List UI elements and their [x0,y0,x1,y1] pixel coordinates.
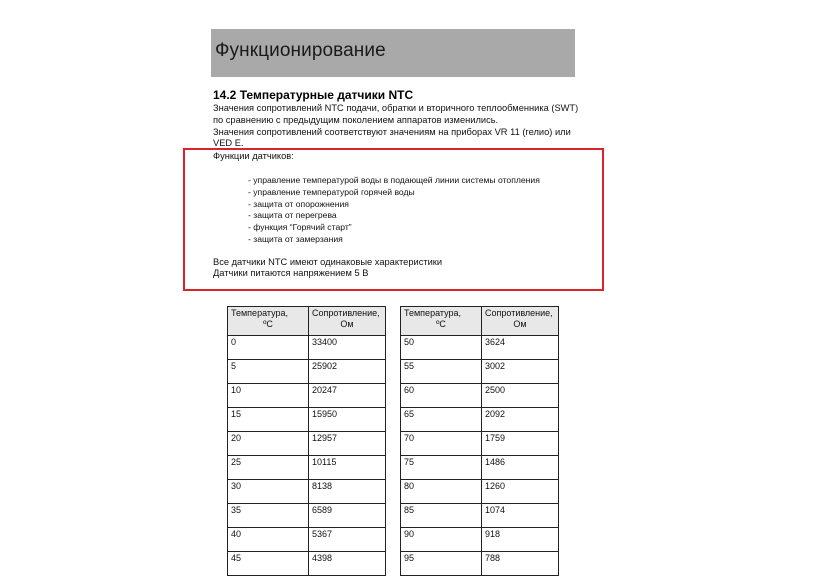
resistance-cell: 8138 [309,480,386,504]
function-item: - защита от замерзания [248,234,343,244]
resistance-cell: 918 [482,528,559,552]
temperature-cell: 45 [228,552,309,576]
note-line: Все датчики NTC имеют одинаковые характеристики [213,257,443,267]
resistance-cell: 1759 [482,432,559,456]
temperature-cell: 60 [401,384,482,408]
resistance-cell: 1486 [482,456,559,480]
function-item: - защита от перегрева [248,210,337,220]
table-row [228,504,386,528]
intro-line: по сравнению с предыдущим поколением аппаратов изменились. [213,115,499,125]
table-row [228,360,386,384]
resistance-cell: 3002 [482,360,559,384]
ntc-table-1 [227,306,386,576]
table-row [228,480,386,504]
table-header-row [228,307,386,336]
resistance-cell: 6589 [309,504,386,528]
note-line: Датчики питаются напряжением 5 В [213,268,369,278]
temperature-cell: 25 [228,456,309,480]
table-row [228,528,386,552]
resistance-cell: 1074 [482,504,559,528]
table-row [401,528,559,552]
resistance-cell: 20247 [309,384,386,408]
intro-line: Значения сопротивлений NTC подачи, обратки и вторичного теплообменника (SWT) [213,103,579,113]
resistance-cell: 15950 [309,408,386,432]
header-label: Температура, [404,308,462,318]
header-unit: ºC [436,319,446,329]
table-row [401,408,559,432]
header-label: Температура, [231,308,289,318]
temperature-cell: 35 [228,504,309,528]
intro-line: VED E. [213,138,244,148]
header-unit: ºC [263,319,273,329]
function-item: - защита от опорожнения [248,199,349,209]
table-row [401,504,559,528]
resistance-cell: 4398 [309,552,386,576]
function-item: - функция “Горячий старт” [248,222,352,232]
table-row [401,480,559,504]
temperature-cell: 55 [401,360,482,384]
ntc-table-2 [400,306,559,576]
temperature-cell: 40 [228,528,309,552]
temperature-cell: 80 [401,480,482,504]
table-row [228,408,386,432]
resistance-cell: 3624 [482,336,559,360]
temperature-cell: 70 [401,432,482,456]
resistance-cell: 788 [482,552,559,576]
table-row [228,336,386,360]
function-item: - управление температурой воды в подающей линии системы отопления [248,175,540,185]
temperature-cell: 95 [401,552,482,576]
table-header-row [401,307,559,336]
temperature-cell: 75 [401,456,482,480]
temperature-cell: 65 [401,408,482,432]
functions-heading: Функции датчиков: [213,151,294,161]
temperature-cell: 0 [228,336,309,360]
table-row [401,456,559,480]
temperature-cell: 10 [228,384,309,408]
intro-line: Значения сопротивлений соответствуют значениям на приборах VR 11 (гелио) или [213,127,571,137]
temperature-cell: 15 [228,408,309,432]
function-item: - управление температурой горячей воды [248,187,415,197]
header-unit: Ом [340,319,354,329]
table-row [228,384,386,408]
temperature-cell: 30 [228,480,309,504]
header-temperature [401,307,482,336]
header-unit: Ом [513,319,527,329]
temperature-cell: 85 [401,504,482,528]
temperature-cell: 20 [228,432,309,456]
temperature-cell: 90 [401,528,482,552]
resistance-cell: 10115 [309,456,386,480]
table-row [401,360,559,384]
header-resistance [482,307,559,336]
table-row [228,432,386,456]
resistance-cell: 2500 [482,384,559,408]
header-resistance [309,307,386,336]
table-row [401,432,559,456]
header-temperature [228,307,309,336]
header-label: Сопротивление, [312,308,380,318]
resistance-cell: 25902 [309,360,386,384]
temperature-cell: 50 [401,336,482,360]
page-title: Функционирование [215,40,386,61]
resistance-cell: 5367 [309,528,386,552]
header-bar [211,29,575,77]
table-row [401,336,559,360]
section-title: 14.2 Температурные датчики NTC [213,88,414,102]
resistance-cell: 33400 [309,336,386,360]
resistance-cell: 1260 [482,480,559,504]
temperature-cell: 5 [228,360,309,384]
resistance-cell: 12957 [309,432,386,456]
table-row [401,384,559,408]
header-label: Сопротивление, [485,308,553,318]
table-row [228,456,386,480]
resistance-cell: 2092 [482,408,559,432]
